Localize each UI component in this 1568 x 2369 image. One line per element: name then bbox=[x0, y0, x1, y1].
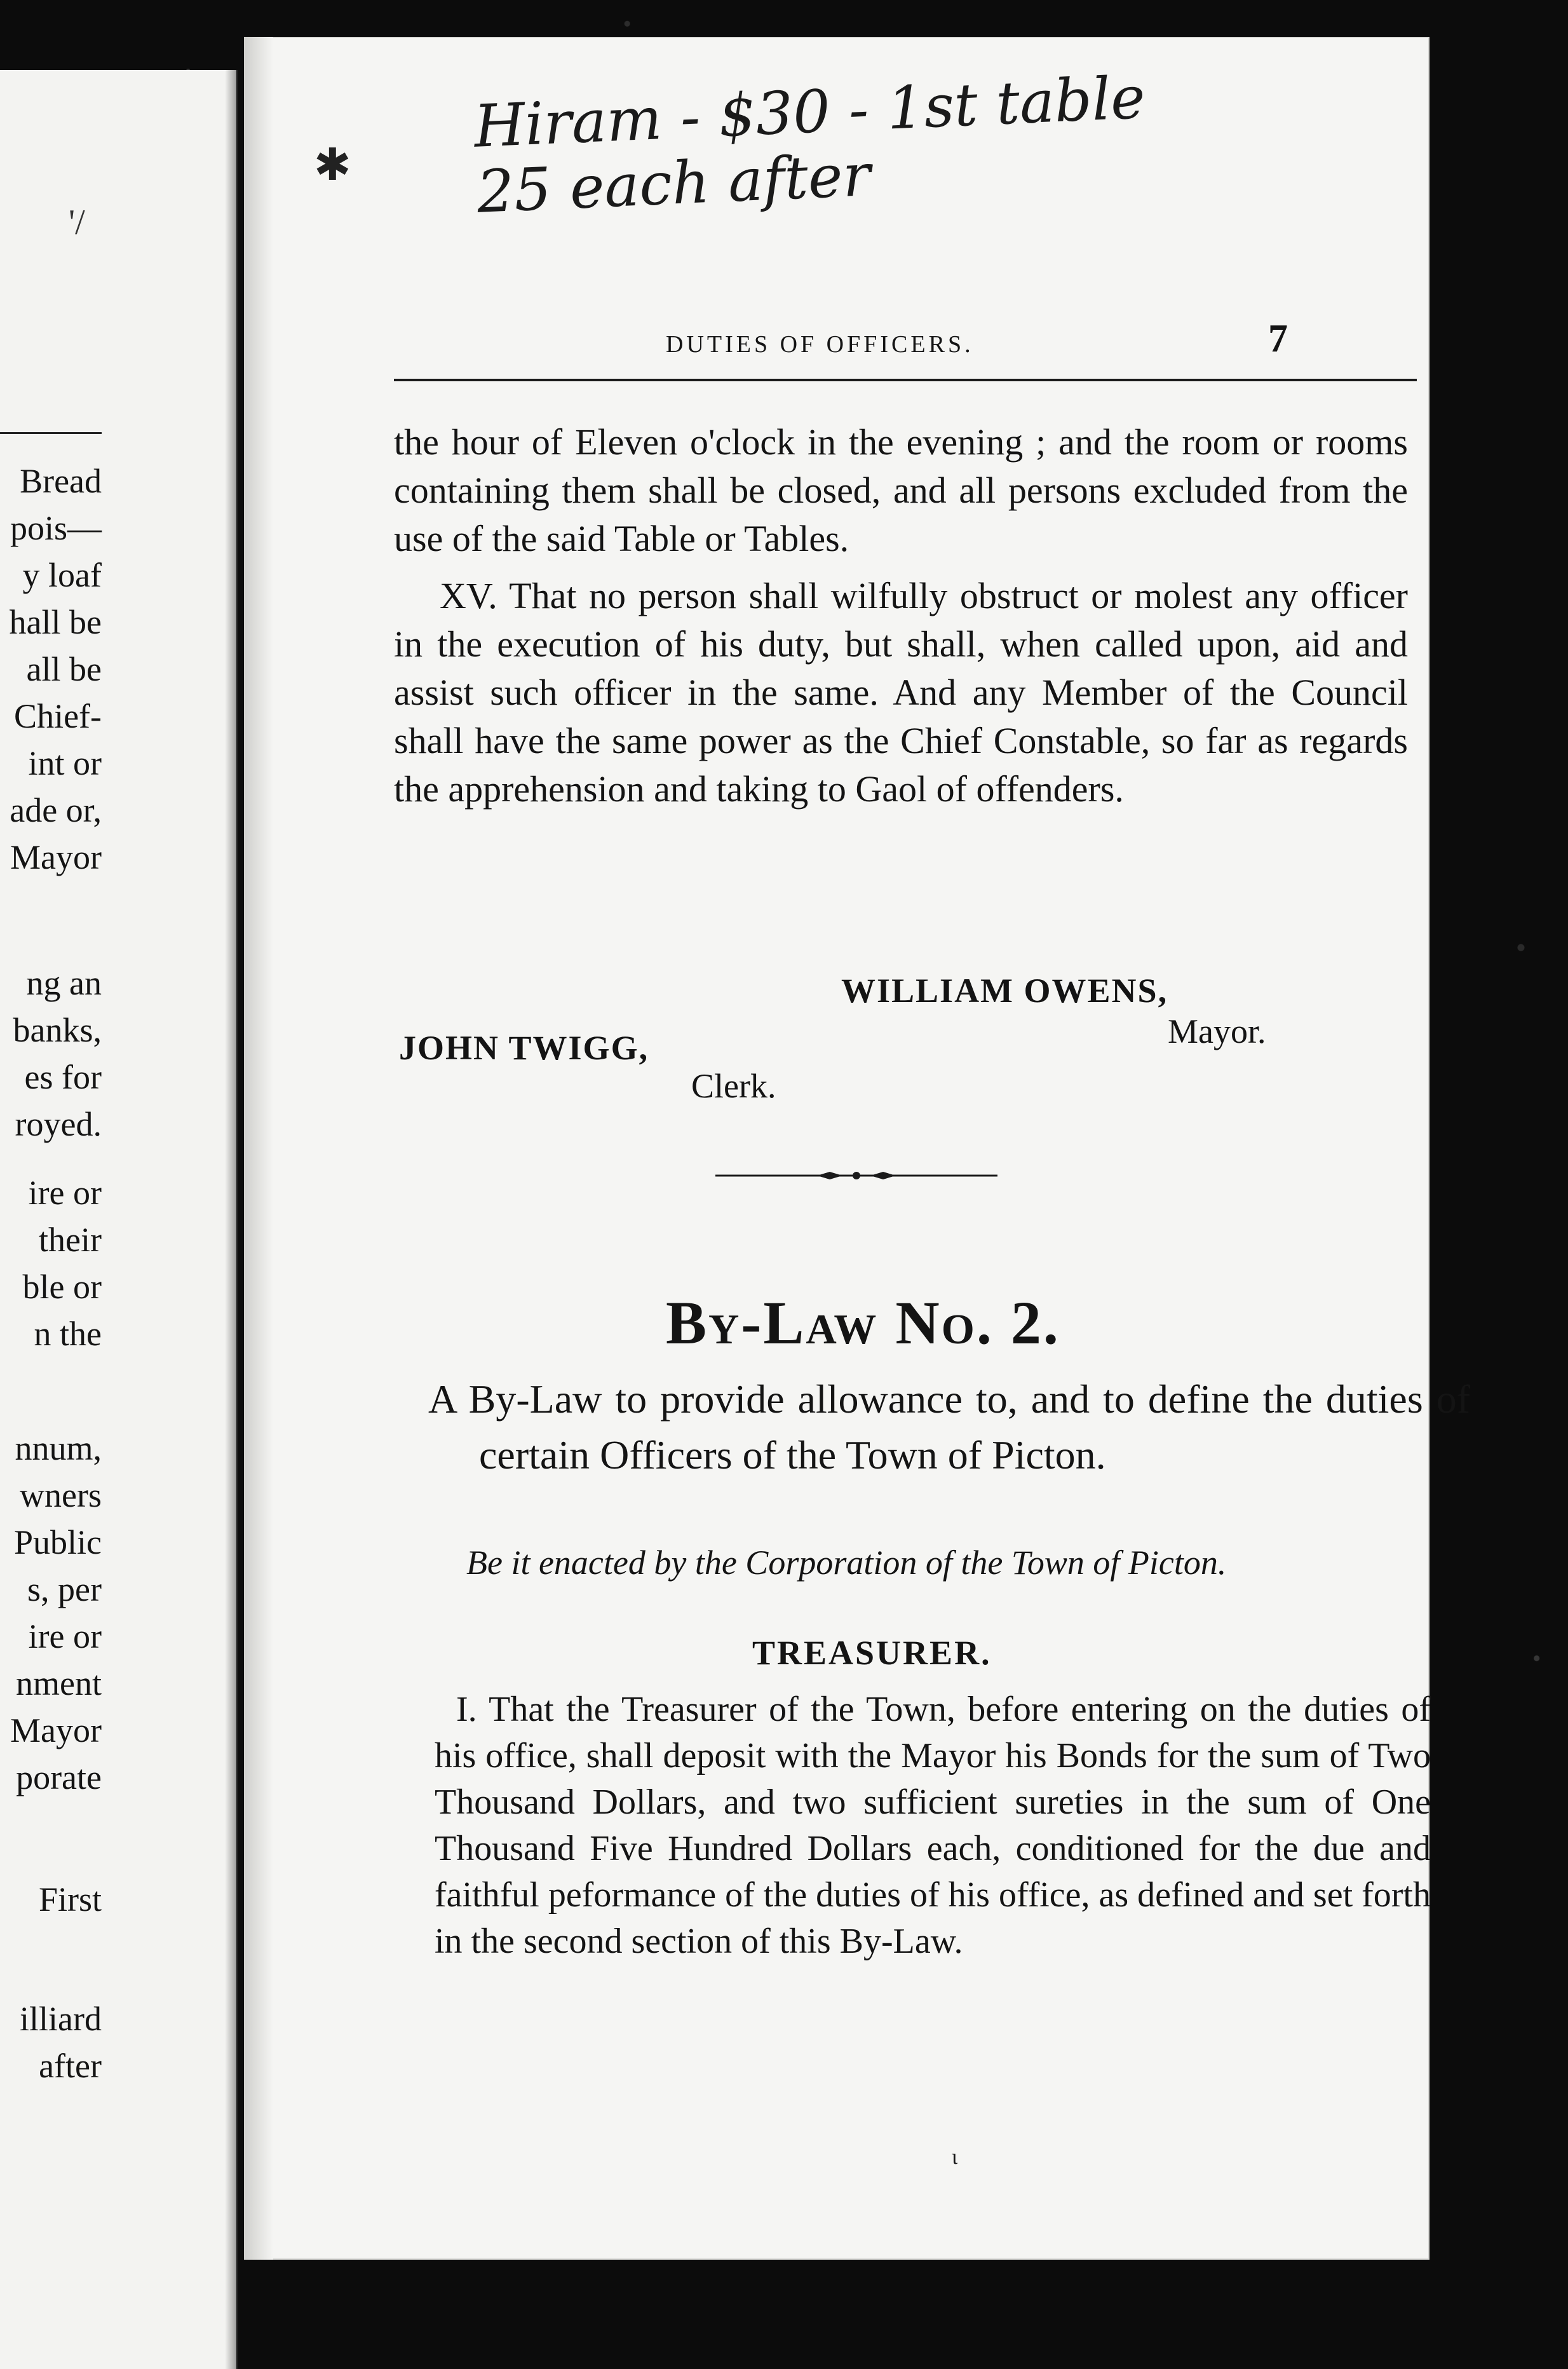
left-fragment: n the bbox=[34, 1315, 102, 1353]
left-fragment: ade or, bbox=[10, 791, 102, 829]
left-fragment: porate bbox=[16, 1758, 102, 1796]
body-text bbox=[394, 418, 1408, 813]
left-fragment: wners bbox=[20, 1476, 102, 1514]
left-fragment: es for bbox=[24, 1058, 102, 1096]
left-fragment: Mayor bbox=[10, 838, 102, 876]
handwritten-note: Hiram - $30 - 1st table 25 each after bbox=[472, 63, 1147, 226]
left-fragment: ble or bbox=[22, 1268, 102, 1306]
paragraph-section-xv: XV. That no person shall wilfully obstruct or molest any officer in the execution of his duty, but shall, when called upon, aid and assist such officer in the same. And any Member of the Council shall have the same power as the Chief Constable, so far as regards the apprehension and taking to Gaol of offenders. bbox=[394, 575, 1408, 810]
stray-mark: ι bbox=[952, 2145, 958, 2169]
left-page-rule bbox=[0, 432, 102, 434]
page-binding-edge bbox=[244, 37, 273, 2260]
mayor-signature-name: WILLIAM OWENS, bbox=[841, 972, 1168, 1010]
running-head: DUTIES OF OFFICERS. bbox=[666, 331, 974, 358]
clerk-signature-title: Clerk. bbox=[691, 1067, 776, 1105]
left-fragment: royed. bbox=[15, 1105, 102, 1143]
paragraph-continued: the hour of Eleven o'clock in the evening ; and the room or rooms containing them shall be closed, and all persons excluded from the use of the said Table or Tables. bbox=[394, 421, 1408, 559]
left-fragment: ng an bbox=[26, 964, 102, 1002]
left-fragment: their bbox=[39, 1221, 102, 1259]
treasurer-section-text bbox=[435, 1687, 1431, 1965]
left-fragment: nment bbox=[16, 1664, 102, 1702]
left-fragment: illiard bbox=[20, 2000, 102, 2038]
left-facing-page bbox=[0, 70, 238, 2369]
clerk-signature-name: JOHN TWIGG, bbox=[399, 1029, 649, 1067]
left-fragment: int or bbox=[28, 744, 102, 782]
mayor-signature-title: Mayor. bbox=[1168, 1012, 1266, 1050]
bylaw-description: A By-Law to provide allowance to, and to define the duties of certain Officers of the Town of Picton. bbox=[428, 1376, 1470, 1477]
ink-blot-mark: ✱ bbox=[314, 141, 351, 190]
left-fragment: pois— bbox=[10, 509, 102, 547]
page-gutter-shadow bbox=[225, 70, 236, 2369]
left-fragment: all be bbox=[26, 650, 102, 688]
enacting-clause: Be it enacted by the Corporation of the Town of Picton. bbox=[466, 1544, 1227, 1582]
left-fragment: Public bbox=[13, 1523, 102, 1561]
left-fragment: Bread bbox=[20, 462, 102, 500]
left-fragment: ire or bbox=[28, 1617, 102, 1655]
bylaw-title: By-Law No. 2. bbox=[666, 1289, 1060, 1357]
left-fragment: after bbox=[39, 2047, 102, 2085]
header-rule bbox=[394, 379, 1417, 381]
left-fragment: hall be bbox=[9, 603, 102, 641]
section-heading-treasurer: TREASURER. bbox=[752, 1634, 992, 1672]
left-fragment: y loaf bbox=[22, 556, 102, 594]
left-fragment: banks, bbox=[13, 1011, 102, 1049]
left-fragment: ire or bbox=[28, 1174, 102, 1212]
paragraph-section-i: I. That the Treasurer of the Town, before entering on the duties of his office, shall deposit with the Mayor his Bonds for the sum of Two Thousand Dollars, and two sufficient sureties in the sum of One Thousand Five Hundred Dollars each, conditioned for the due and faithful peformance of the duties of his office, as defined and set forth in the second section of this By-Law. bbox=[435, 1690, 1431, 1961]
left-page-mark: '/ bbox=[69, 203, 85, 242]
document-page bbox=[244, 37, 1470, 2260]
left-fragment: nnum, bbox=[15, 1429, 102, 1467]
left-fragment: First bbox=[38, 1880, 102, 1918]
left-fragment: s, per bbox=[27, 1570, 102, 1608]
ornament-divider bbox=[715, 1169, 997, 1182]
page-number: 7 bbox=[1268, 317, 1288, 360]
left-fragment: Mayor bbox=[10, 1711, 102, 1749]
left-fragment: Chief- bbox=[14, 697, 102, 735]
